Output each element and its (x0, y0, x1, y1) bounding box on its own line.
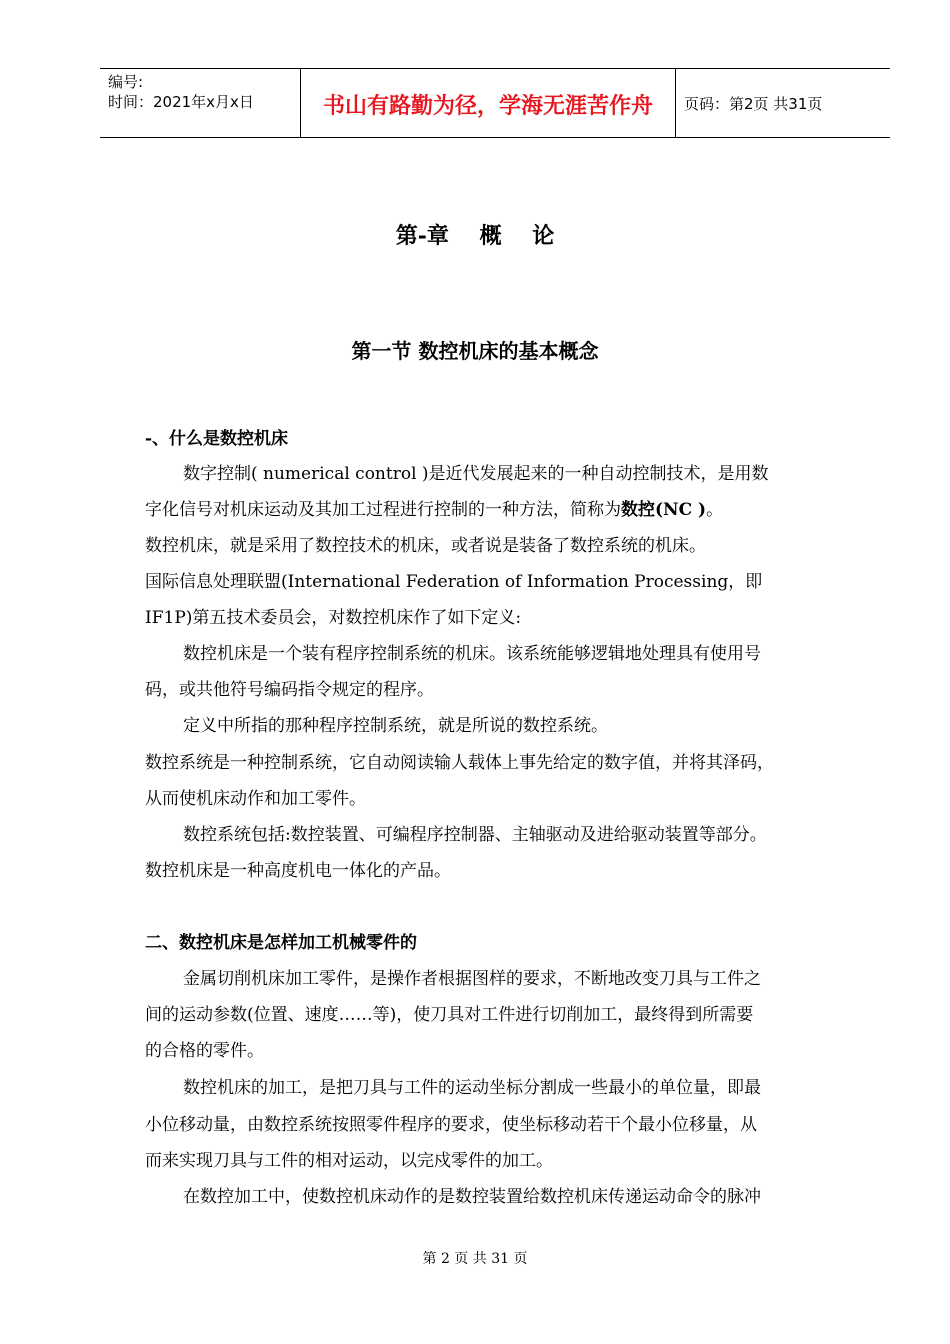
section-title: 第一节 数控机床的基本概念 (351, 339, 599, 363)
paragraph-line: 国际信息处理联盟(International Federation of Information Processing，即 (145, 572, 763, 592)
bold-term: 数控(NC ) (621, 500, 707, 520)
paragraph-line: 小位移动量，由数控系统按照零件程序的要求，使坐标移动若干个最小位移量，从 (145, 1115, 757, 1135)
paragraph-line: 定义中所指的那种程序控制系统，就是所说的数控系统。 (183, 716, 608, 736)
paragraph-line: 数控机床，就是采用了数控技术的机床，或者说是装备了数控系统的机床。 (145, 536, 706, 556)
paragraph-line: 数控机床是一个装有程序控制系统的机床。该系统能够逻辑地处理具有使用号 (183, 644, 761, 664)
serial-label: 编号: (108, 73, 144, 91)
paragraph-line: 数控机床是一种高度机电一体化的产品。 (145, 861, 451, 881)
paragraph-line: 数控系统包括:数控装置、可编程序控制器、主轴驱动及进给驱动装置等部分。 (183, 825, 767, 845)
chapter-title: 第-章 概 论 (395, 223, 555, 249)
motto: 书山有路勤为径，学海无涯苦作舟 (322, 94, 653, 119)
paragraph-line: 在数控加工中，使数控机床动作的是数控装置给数控机床传递运动命令的脉冲 (183, 1187, 761, 1207)
page-footer: 第 2 页 共 31 页 (422, 1251, 528, 1267)
time-label: 时间：2021年x月x日 (108, 93, 254, 111)
paragraph-line: 从而使机床动作和加工零件。 (145, 789, 366, 809)
header-page-label: 页码：第2页 共31页 (684, 95, 823, 113)
header-info-cell (100, 69, 301, 137)
paragraph-line: 数字控制( numerical control )是近代发展起来的一种自动控制技术，是用数 (183, 464, 769, 484)
page-header (100, 68, 890, 138)
paragraph-line: 间的运动参数(位置、速度……等)，使刀具对工件进行切削加工，最终得到所需要 (145, 1005, 754, 1025)
paragraph-line: IF1P)第五技术委员会，对数控机床作了如下定义: (145, 608, 522, 628)
header-motto-cell (301, 69, 676, 137)
paragraph-text: 字化信号对机床运动及其加工过程进行控制的一种方法，简称为 (145, 500, 621, 520)
paragraph-line: 数控系统是一种控制系统，它自动阅读输人载体上事先给定的数字值，并将其泽码， (145, 753, 774, 773)
paragraph-line: 码，或共他符号编码指令规定的程序。 (145, 680, 434, 700)
paragraph-line (145, 495, 723, 520)
header-page-cell (676, 69, 890, 137)
paragraph-line: 金属切削机床加工零件，是操作者根据图样的要求，不断地改变刀具与工件之 (183, 969, 761, 989)
paragraph-text: 。 (706, 500, 724, 520)
paragraph-line: 数控机床的加工，是把刀具与工件的运动坐标分割成一些最小的单位量，即最 (183, 1078, 761, 1098)
paragraph-line: 而来实现刀具与工件的相对运动，以完戍零件的加工。 (145, 1151, 553, 1171)
part2-heading: 二、数控机床是怎样加工机械零件的 (145, 933, 417, 953)
paragraph-line: 的合格的零件。 (145, 1041, 264, 1061)
part1-heading: -、什么是数控机床 (145, 429, 289, 449)
